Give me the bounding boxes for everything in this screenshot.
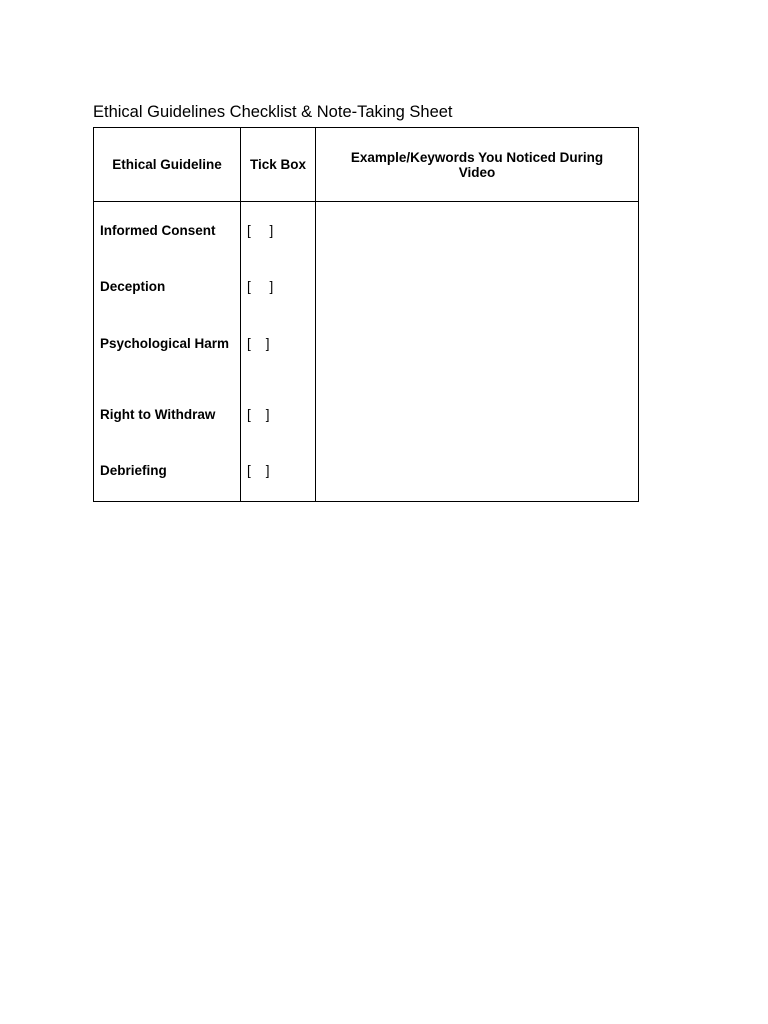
tick-box[interactable]: [ ] xyxy=(247,463,270,478)
tick-box-cell[interactable] xyxy=(241,314,316,386)
tick-box[interactable]: [ ] xyxy=(247,407,270,422)
header-tick-box: Tick Box xyxy=(241,128,316,202)
header-row xyxy=(94,128,639,202)
example-notes-cell[interactable] xyxy=(316,314,639,386)
guideline-cell: Psychological Harm xyxy=(94,314,241,386)
guideline-cell: Informed Consent xyxy=(94,202,241,259)
table-row xyxy=(94,202,639,259)
table-row xyxy=(94,386,639,442)
guideline-cell: Right to Withdraw xyxy=(94,386,241,442)
guideline-cell: Debriefing xyxy=(94,442,241,502)
table-header xyxy=(94,128,639,202)
example-notes-cell[interactable] xyxy=(316,386,639,442)
example-notes-cell[interactable] xyxy=(316,442,639,502)
example-notes-cell[interactable] xyxy=(316,258,639,314)
tick-box[interactable]: [ ] xyxy=(247,223,274,238)
checklist-table xyxy=(93,127,639,502)
table-row xyxy=(94,314,639,386)
tick-box-cell[interactable] xyxy=(241,202,316,259)
example-notes-cell[interactable] xyxy=(316,202,639,259)
header-example-keywords: Example/Keywords You Noticed During Video xyxy=(316,128,639,202)
table-row xyxy=(94,442,639,502)
page-title: Ethical Guidelines Checklist & Note-Taking Sheet xyxy=(93,103,453,121)
tick-box[interactable]: [ ] xyxy=(247,336,270,351)
table-row xyxy=(94,258,639,314)
guideline-cell: Deception xyxy=(94,258,241,314)
tick-box-cell[interactable] xyxy=(241,258,316,314)
tick-box[interactable]: [ ] xyxy=(247,279,274,294)
header-ethical-guideline: Ethical Guideline xyxy=(94,128,241,202)
tick-box-cell[interactable] xyxy=(241,442,316,502)
table-body xyxy=(94,202,639,502)
tick-box-cell[interactable] xyxy=(241,386,316,442)
